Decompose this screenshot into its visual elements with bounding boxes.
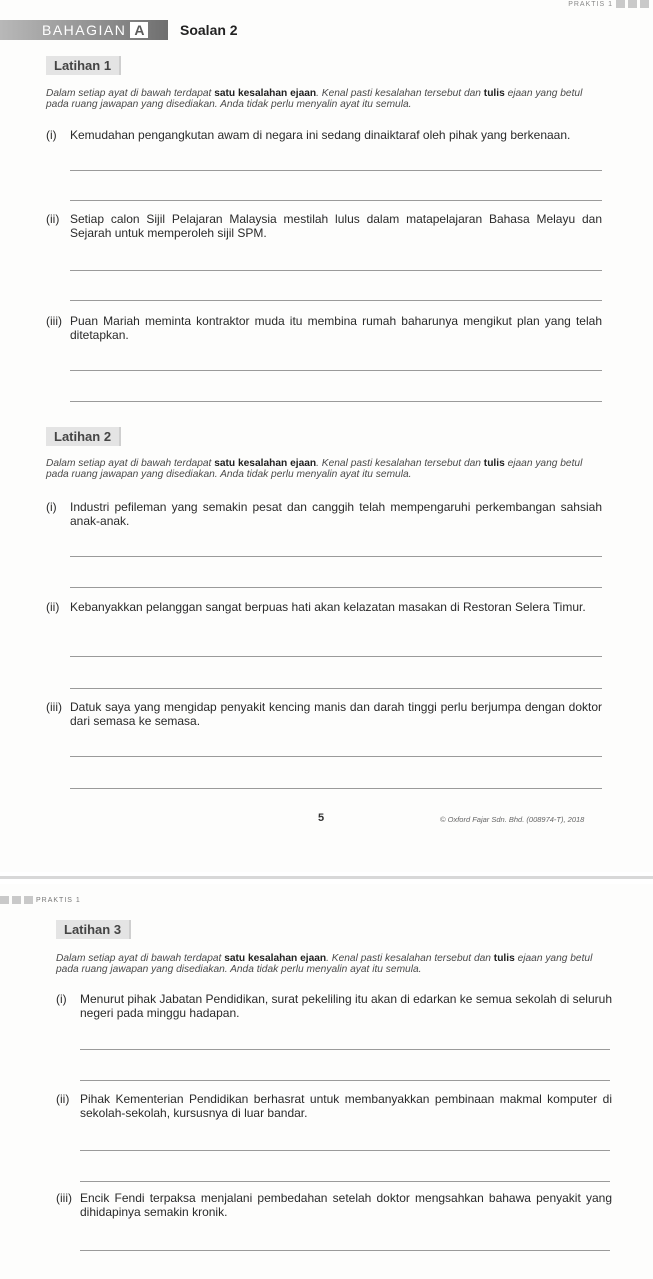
answer-line[interactable] (80, 1080, 610, 1081)
answer-line[interactable] (70, 587, 602, 588)
answer-line[interactable] (70, 270, 602, 271)
answer-line[interactable] (70, 756, 602, 757)
copyright-notice: © Oxford Fajar Sdn. Bhd. (008974-T), 2018 (440, 815, 585, 824)
instruction-bold: tulis (483, 458, 505, 469)
question-text: Industri pefileman yang semakin pesat dan canggih telah mempengaruhi perkembangan sahsiah anak-anak. (70, 500, 602, 528)
answer-line[interactable] (70, 170, 602, 171)
instruction-text: . Kenal pasti kesalahan tersebut dan (316, 458, 484, 469)
question-1-1 (46, 128, 602, 144)
instruction-text: ejaan yang betul pada ruang jawapan yang disediakan. Anda tidak perlu menyalin ayat itu semula. (46, 88, 583, 110)
question-number: (iii) (46, 700, 62, 714)
instruction-text: Dalam setiap ayat di bawah terdapat (46, 458, 215, 469)
decor-block (616, 0, 625, 8)
question-3-3 (56, 1191, 612, 1223)
decor-block (12, 896, 21, 904)
instruction-text: . Kenal pasti kesalahan tersebut dan (326, 953, 494, 964)
answer-line[interactable] (70, 401, 602, 402)
latihan-3-badge: Latihan 3 (56, 920, 131, 939)
section-label-text: BAHAGIAN (42, 22, 127, 38)
praktis-header-top (568, 0, 649, 8)
answer-line[interactable] (80, 1181, 610, 1182)
instruction-text: ejaan yang betul pada ruang jawapan yang disediakan. Anda tidak perlu menyalin ayat itu semula. (56, 953, 593, 975)
question-number: (ii) (46, 212, 60, 226)
question-1-3 (46, 314, 602, 346)
answer-line[interactable] (80, 1150, 610, 1151)
latihan-2-badge: Latihan 2 (46, 427, 121, 446)
section-header (0, 18, 653, 42)
answer-line[interactable] (70, 688, 602, 689)
question-number: (i) (56, 992, 67, 1006)
instruction-text: Dalam setiap ayat di bawah terdapat (46, 88, 215, 99)
question-number: (i) (46, 128, 57, 142)
question-text: Setiap calon Sijil Pelajaran Malaysia mestilah lulus dalam matapelajaran Bahasa Melayu dan Sejarah untuk memperoleh sijil SPM. (70, 212, 602, 240)
answer-line[interactable] (70, 300, 602, 301)
answer-line[interactable] (70, 370, 602, 371)
question-number: (ii) (56, 1092, 70, 1106)
question-text: Encik Fendi terpaksa menjalani pembedahan setelah doktor mengsahkan bahawa penyakit yang dihidapinya semakin kronik. (80, 1191, 612, 1219)
question-text: Menurut pihak Jabatan Pendidikan, surat pekeliling itu akan di edarkan ke semua sekolah di seluruh negeri pada minggu hadapan. (80, 992, 612, 1020)
praktis-header-bottom (0, 896, 81, 904)
decor-block (628, 0, 637, 8)
question-number: (iii) (46, 314, 62, 328)
question-3-2 (56, 1092, 612, 1124)
instruction-bold: satu kesalahan ejaan (224, 953, 327, 964)
question-text: Datuk saya yang mengidap penyakit kencing manis dan darah tinggi perlu berjumpa dengan doktor dari semasa ke semasa. (70, 700, 602, 728)
question-1-2 (46, 212, 602, 244)
instruction-bold: satu kesalahan ejaan (214, 458, 317, 469)
question-text: Puan Mariah meminta kontraktor muda itu membina rumah baharunya mengikut plan yang telah ditetapkan. (70, 314, 602, 342)
instruction-bold: tulis (483, 88, 505, 99)
instruction-bold: tulis (493, 953, 515, 964)
question-2-3 (46, 700, 602, 732)
question-text: Kemudahan pengangkutan awam di negara ini sedang dinaiktaraf oleh pihak yang berkenaan. (70, 128, 571, 142)
latihan-1-instruction (46, 88, 606, 110)
answer-line[interactable] (80, 1250, 610, 1251)
section-label (42, 22, 148, 38)
instruction-text: . Kenal pasti kesalahan tersebut dan (316, 88, 484, 99)
decor-block (0, 896, 9, 904)
latihan-1-badge: Latihan 1 (46, 56, 121, 75)
instruction-bold: satu kesalahan ejaan (214, 88, 317, 99)
question-text: Kebanyakkan pelanggan sangat berpuas hati akan kelazatan masakan di Restoran Selera Timur. (70, 600, 586, 614)
worksheet-page-2 (0, 884, 653, 1279)
answer-line[interactable] (70, 656, 602, 657)
answer-line[interactable] (70, 788, 602, 789)
instruction-text: ejaan yang betul pada ruang jawapan yang disediakan. Anda tidak perlu menyalin ayat itu semula. (46, 458, 583, 480)
latihan-2-instruction (46, 458, 606, 480)
answer-line[interactable] (80, 1049, 610, 1050)
answer-line[interactable] (70, 556, 602, 557)
praktis-label-top: PRAKTIS 1 (568, 0, 613, 8)
question-3-1 (56, 992, 612, 1024)
decor-block (24, 896, 33, 904)
decor-block (640, 0, 649, 8)
instruction-text: Dalam setiap ayat di bawah terdapat (56, 953, 225, 964)
page-number: 5 (318, 812, 325, 824)
praktis-label-bottom: PRAKTIS 1 (36, 896, 81, 904)
question-2-2 (46, 600, 602, 632)
question-number: (i) (46, 500, 57, 514)
question-text: Pihak Kementerian Pendidikan berhasrat untuk membanyakkan pembinaan makmal komputer di sekolah-sekolah, kursusnya di luar bandar. (80, 1092, 612, 1120)
question-2-1 (46, 500, 602, 532)
section-letter: A (130, 22, 148, 38)
page-divider (0, 876, 653, 879)
question-number: (iii) (56, 1191, 72, 1205)
question-number: (ii) (46, 600, 60, 614)
latihan-3-instruction (56, 953, 614, 975)
answer-line[interactable] (70, 200, 602, 201)
question-number-title: Soalan 2 (180, 22, 238, 38)
